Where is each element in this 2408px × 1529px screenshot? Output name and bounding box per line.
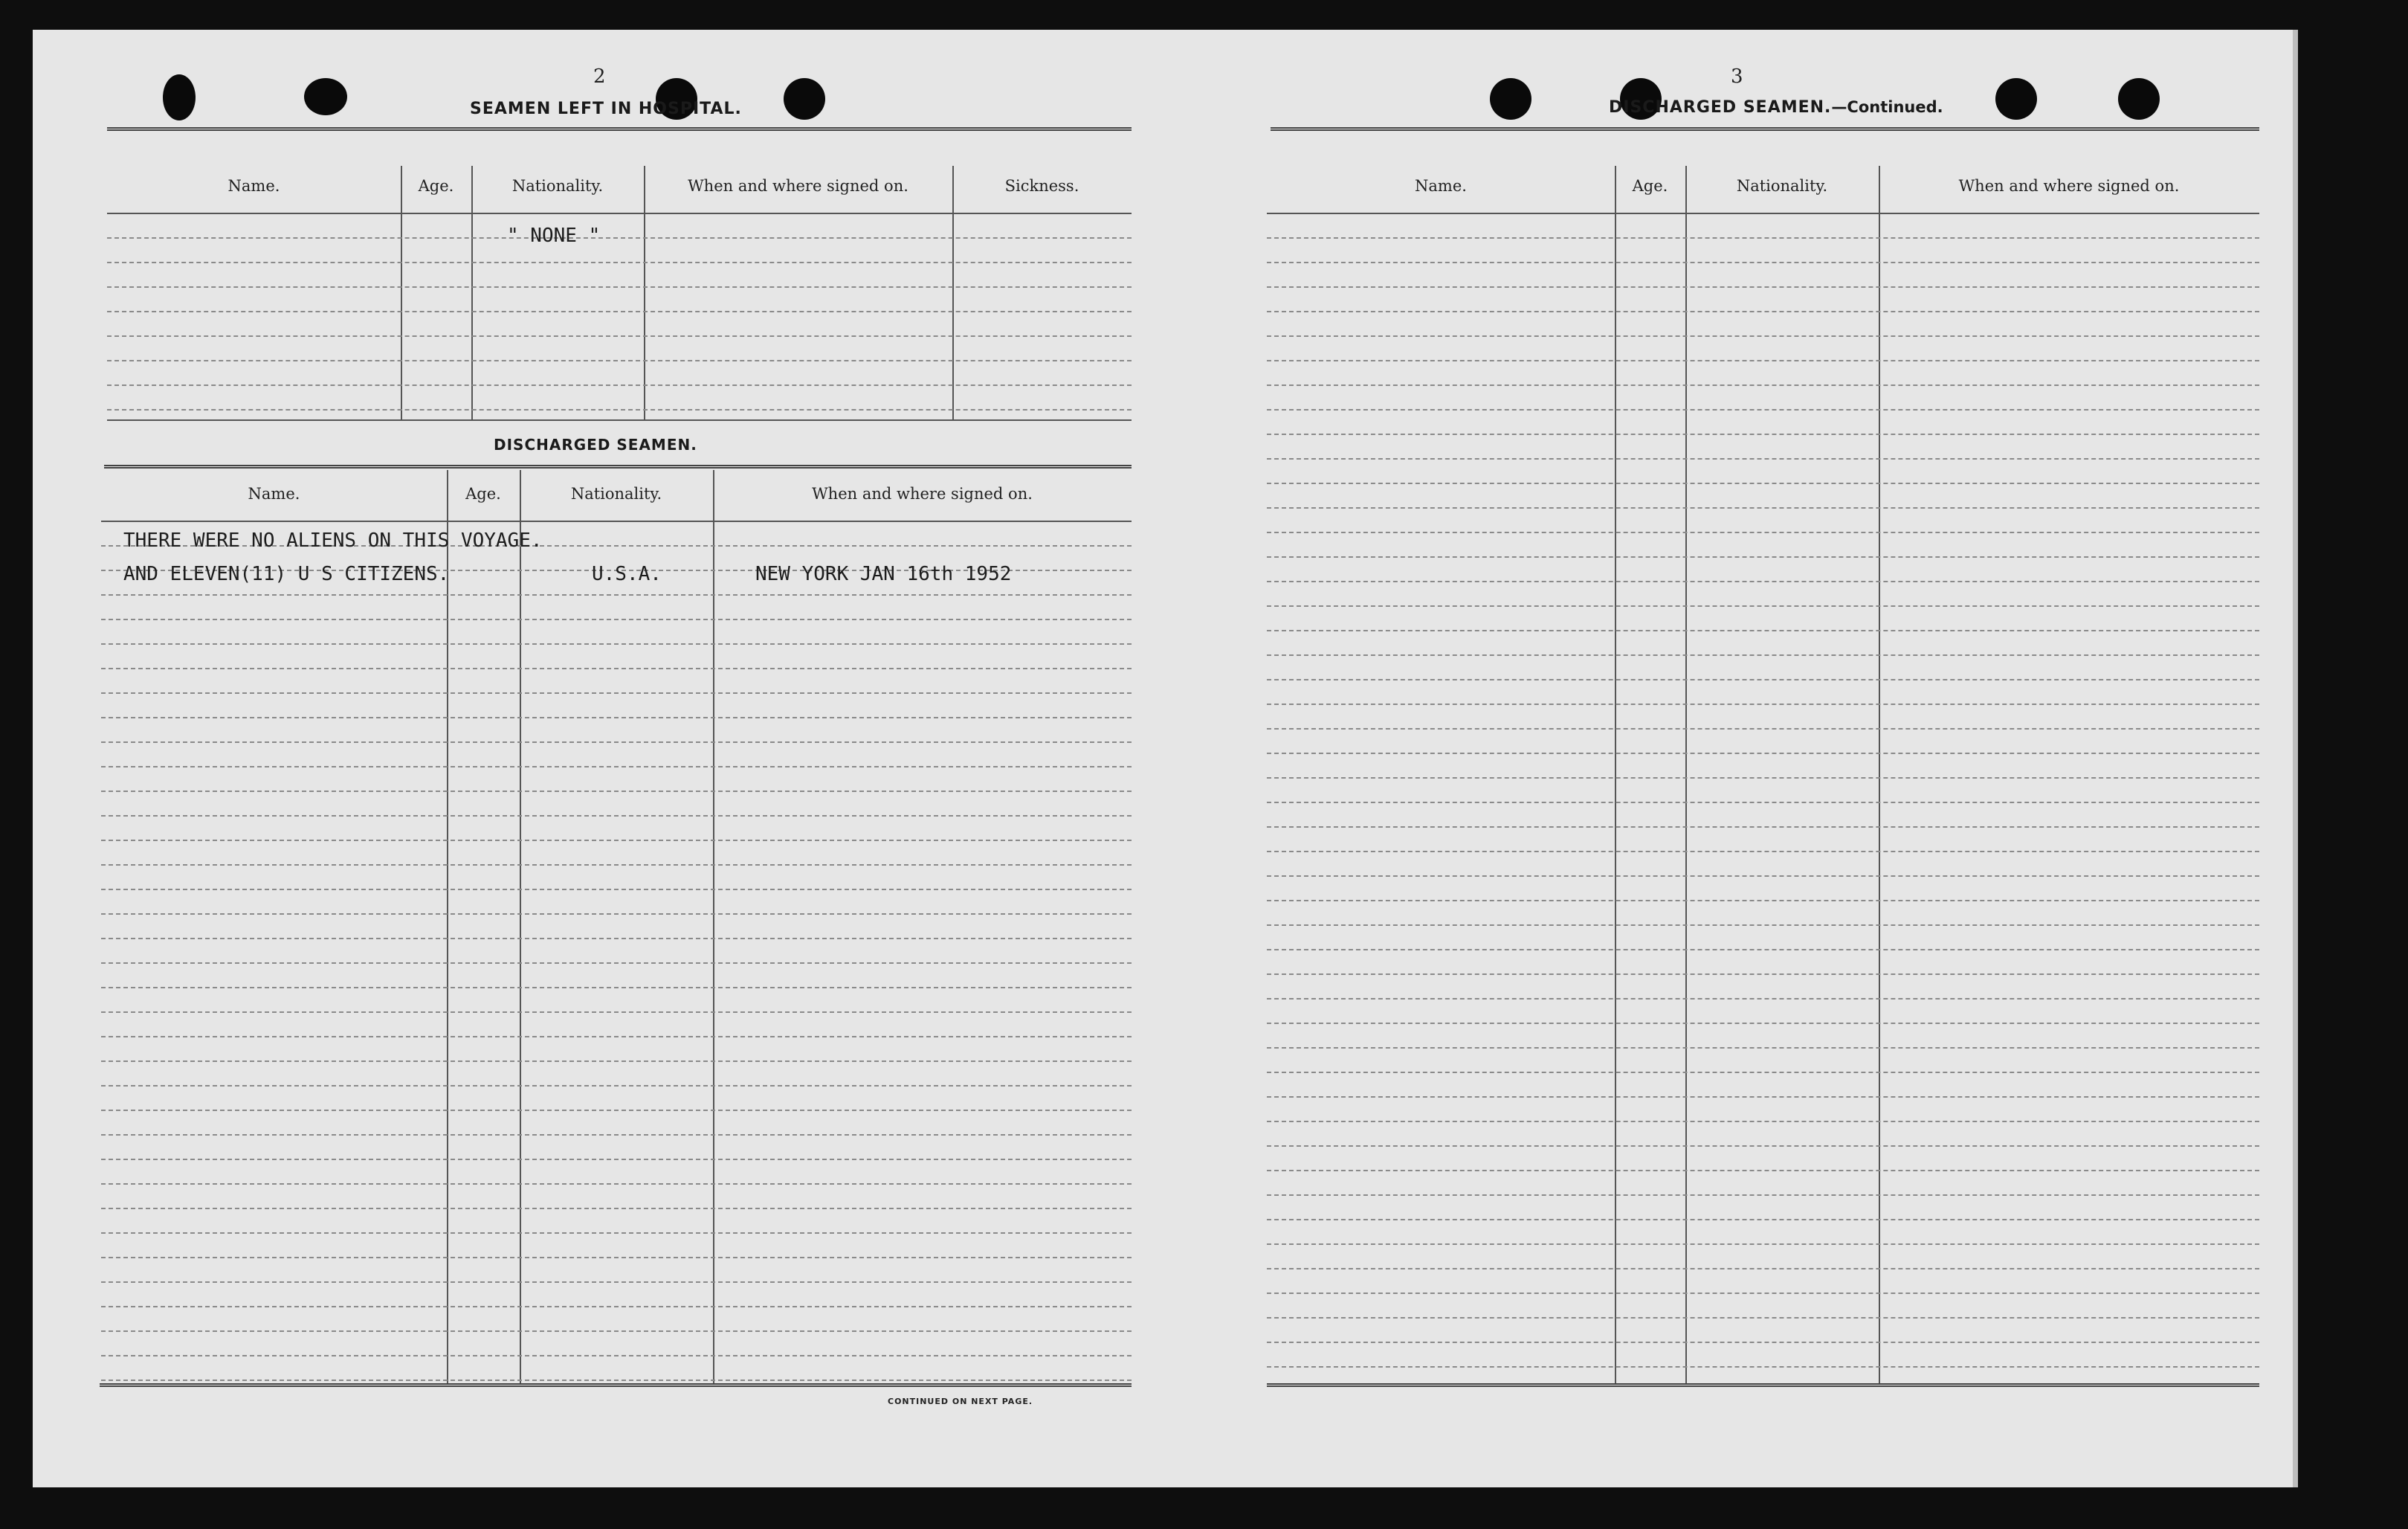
table-row	[1267, 803, 2259, 828]
col-header-name: Name.	[248, 485, 300, 503]
title-text: DISCHARGED SEAMEN.	[1609, 98, 1832, 117]
table-row	[107, 288, 1132, 312]
table-row	[101, 817, 1132, 841]
table-row	[1267, 1294, 2259, 1319]
table-row	[1267, 460, 2259, 484]
discharged-top-rule	[104, 465, 1132, 470]
table-row	[1267, 337, 2259, 361]
right-top-rule	[1271, 127, 2259, 132]
table-row	[1267, 533, 2259, 558]
table-row	[101, 1283, 1132, 1307]
col-header-signed-on: When and where signed on.	[688, 177, 908, 195]
table-row	[1267, 1024, 2259, 1049]
table-row	[101, 1136, 1132, 1160]
hospital-table	[107, 132, 1132, 419]
hospital-section-title: SEAMEN LEFT IN HOSPITAL.	[470, 100, 742, 118]
table-row	[1267, 1049, 2259, 1073]
col-header-age: Age.	[418, 177, 454, 195]
entry-name: AND ELEVEN(11) U S CITIZENS.	[123, 563, 450, 585]
table-row	[1267, 411, 2259, 435]
right-page	[1192, 30, 2278, 1487]
table-row	[101, 988, 1132, 1013]
table-row	[101, 694, 1132, 718]
title-suffix: —Continued.	[1831, 98, 1943, 116]
table-row	[1267, 582, 2259, 607]
table-row	[101, 1209, 1132, 1234]
table-row	[1267, 1196, 2259, 1220]
page-number: 3	[1731, 65, 1743, 88]
table-row	[101, 792, 1132, 817]
scan-edge	[2293, 30, 2298, 1487]
hospital-none-entry: " NONE "	[507, 225, 601, 247]
table-row	[101, 669, 1132, 694]
discharged-table	[101, 470, 1132, 1383]
col-header-age: Age.	[1632, 177, 1668, 195]
table-row	[1267, 1147, 2259, 1171]
table-row	[101, 1332, 1132, 1356]
discharged-continued-title	[1609, 98, 1943, 117]
table-row	[101, 890, 1132, 915]
table-row	[101, 1037, 1132, 1062]
discharged-rows	[101, 522, 1132, 1381]
entry-nationality: U.S.A.	[592, 563, 662, 585]
table-row	[1267, 950, 2259, 975]
table-row	[107, 263, 1132, 288]
table-row	[1267, 1269, 2259, 1294]
table-row	[1267, 1245, 2259, 1269]
table-row	[101, 964, 1132, 988]
col-header-age: Age.	[465, 485, 501, 503]
hospital-top-rule	[107, 127, 1132, 132]
col-header-nationality: Nationality.	[1736, 177, 1828, 195]
table-row	[101, 743, 1132, 767]
table-row	[101, 1111, 1132, 1136]
table-row	[107, 214, 1132, 239]
table-row	[1267, 852, 2259, 877]
table-row	[1267, 1000, 2259, 1024]
col-header-nationality: Nationality.	[511, 177, 604, 195]
table-row	[101, 1258, 1132, 1283]
table-row	[1267, 877, 2259, 901]
table-row	[101, 939, 1132, 964]
table-row	[1267, 1098, 2259, 1122]
col-header-nationality: Nationality.	[570, 485, 662, 503]
col-header-name: Name.	[1415, 177, 1467, 195]
table-row	[101, 1234, 1132, 1258]
right-rows	[1267, 214, 2259, 1368]
table-row	[1267, 901, 2259, 926]
table-row	[101, 1356, 1132, 1381]
table-row	[101, 1087, 1132, 1111]
discharged-bottom-rule	[100, 1383, 1132, 1388]
entry-name: THERE WERE NO ALIENS ON THIS VOYAGE.	[123, 529, 543, 552]
table-row	[107, 337, 1132, 361]
table-row	[1267, 1220, 2259, 1245]
scanned-document	[33, 30, 2293, 1487]
table-row	[1267, 386, 2259, 411]
right-bottom-rule	[1267, 1383, 2259, 1388]
table-row	[1267, 435, 2259, 460]
table-row	[1267, 607, 2259, 631]
table-row	[1267, 214, 2259, 239]
table-row	[1267, 1122, 2259, 1147]
table-row	[1267, 484, 2259, 509]
table-row	[101, 767, 1132, 792]
table-row	[1267, 1073, 2259, 1098]
table-row	[101, 1013, 1132, 1037]
entry-signed-on: NEW YORK JAN 16th 1952	[755, 563, 1012, 585]
col-header-signed-on: When and where signed on.	[812, 485, 1033, 503]
table-row	[1267, 1343, 2259, 1368]
col-header-sickness: Sickness.	[1004, 177, 1079, 195]
table-row	[107, 361, 1132, 386]
hospital-bottom-rule	[107, 419, 1132, 421]
table-row	[1267, 680, 2259, 705]
table-row	[1267, 361, 2259, 386]
table-row	[101, 841, 1132, 866]
table-row	[1267, 926, 2259, 950]
table-row	[101, 645, 1132, 669]
table-row	[1267, 312, 2259, 337]
table-row	[1267, 779, 2259, 803]
table-row	[1267, 1319, 2259, 1343]
table-row	[101, 1185, 1132, 1209]
table-row	[107, 312, 1132, 337]
table-row	[1267, 730, 2259, 754]
table-row	[101, 718, 1132, 743]
table-row	[1267, 631, 2259, 656]
page-number: 2	[593, 65, 606, 88]
table-row	[101, 620, 1132, 645]
table-row	[1267, 263, 2259, 288]
table-row	[1267, 705, 2259, 730]
table-row	[107, 386, 1132, 411]
table-row	[1267, 656, 2259, 680]
col-header-signed-on: When and where signed on.	[1958, 177, 2180, 195]
table-row	[1267, 288, 2259, 312]
table-row	[1267, 828, 2259, 852]
table-row	[101, 1160, 1132, 1185]
left-page	[33, 30, 1118, 1487]
table-row	[1267, 239, 2259, 263]
table-row	[101, 1062, 1132, 1087]
table-row	[101, 1307, 1132, 1332]
discharged-continued-table	[1267, 132, 2259, 1383]
table-row	[1267, 975, 2259, 1000]
table-row	[1267, 1171, 2259, 1196]
col-header-name: Name.	[227, 177, 280, 195]
table-row	[107, 239, 1132, 263]
table-row	[101, 596, 1132, 620]
table-row	[101, 866, 1132, 890]
table-row	[1267, 509, 2259, 533]
table-row	[101, 915, 1132, 939]
table-row	[1267, 754, 2259, 779]
discharged-section-title: DISCHARGED SEAMEN.	[494, 436, 697, 454]
table-row	[1267, 558, 2259, 582]
hospital-rows	[107, 214, 1132, 411]
continued-note: CONTINUED ON NEXT PAGE.	[888, 1397, 1033, 1406]
